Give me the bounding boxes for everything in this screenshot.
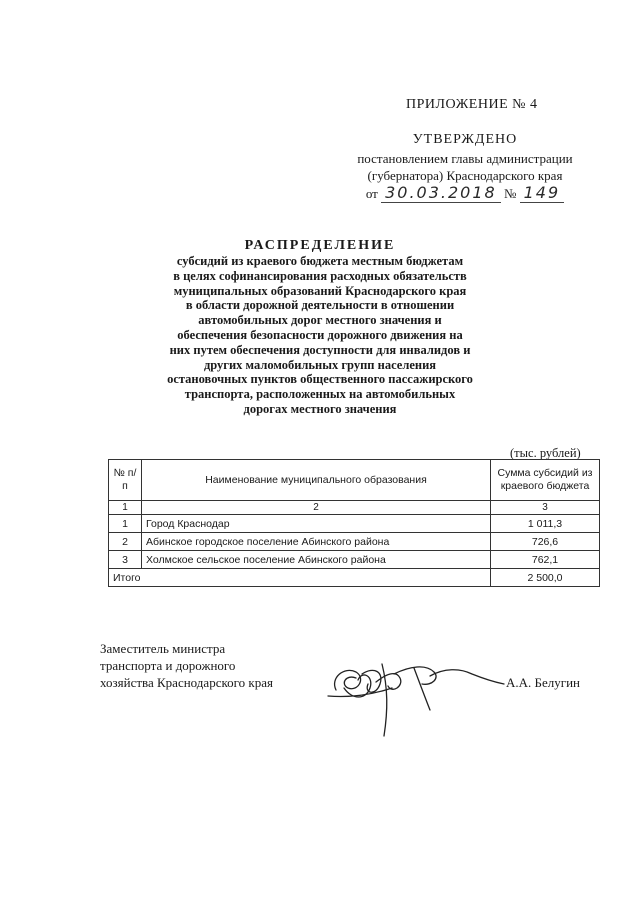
subsidy-table xyxy=(108,459,600,587)
row-name: Холмское сельское поселение Абинского района xyxy=(142,551,491,569)
date-prefix: от xyxy=(365,186,378,201)
role-line: транспорта и дорожного xyxy=(100,658,236,673)
approved-by-line1: постановлением главы администрации xyxy=(357,151,573,166)
subtitle-line: них путем обеспечения доступности для инвалидов и xyxy=(169,342,471,357)
total-value: 2 500,0 xyxy=(491,569,600,587)
row-sum: 762,1 xyxy=(491,551,600,569)
date-line xyxy=(330,184,600,202)
row-num: 1 xyxy=(109,515,142,533)
signatory-name: А.А. Белугин xyxy=(506,675,580,690)
total-label: Итого xyxy=(109,569,491,587)
header-sum: Сумма субсидий из краевого бюджета xyxy=(491,460,600,501)
subtitle-line: остановочных пунктов общественного пассажирского xyxy=(167,372,473,387)
row-sum: 1 011,3 xyxy=(491,515,600,533)
document-subtitle xyxy=(150,254,490,417)
approval-block xyxy=(330,131,600,202)
subtitle-line: дорогах местного значения xyxy=(243,401,397,416)
number-prefix: № xyxy=(503,186,517,201)
row-num: 3 xyxy=(109,551,142,569)
subtitle-line: других маломобильных групп населения xyxy=(203,357,437,372)
row-name: Город Краснодар xyxy=(142,515,491,533)
header-num: № п/п xyxy=(109,460,142,501)
subtitle-line: в целях софинансирования расходных обязательств xyxy=(173,268,467,283)
row-sum: 726,6 xyxy=(491,533,600,551)
unit-label: (тыс. рублей) xyxy=(510,446,581,460)
document-title: РАСПРЕДЕЛЕНИЕ xyxy=(244,238,396,253)
index-cell: 2 xyxy=(142,501,491,515)
table-index-row xyxy=(109,501,600,515)
subtitle-line: в области дорожной деятельности в отношении xyxy=(185,298,455,313)
signature-image xyxy=(322,648,512,743)
table-row xyxy=(109,551,600,569)
role-line: Заместитель министра xyxy=(100,641,226,656)
approved-by-line2: (губернатора) Краснодарского края xyxy=(367,168,563,183)
subtitle-line: транспорта, расположенных на автомобильных xyxy=(184,387,456,402)
subtitle-line: автомобильных дорог местного значения и xyxy=(198,313,442,328)
index-cell: 3 xyxy=(491,501,600,515)
approved-title: УТВЕРЖДЕНО xyxy=(412,132,518,147)
row-name: Абинское городское поселение Абинского района xyxy=(142,533,491,551)
index-cell: 1 xyxy=(109,501,142,515)
number-value: 149 xyxy=(520,183,565,203)
role-line: хозяйства Краснодарского края xyxy=(100,675,273,690)
table-row xyxy=(109,533,600,551)
header-name: Наименование муниципального образования xyxy=(142,460,491,501)
subtitle-line: муниципальных образований Краснодарского края xyxy=(173,283,467,298)
date-value: 30.03.2018 xyxy=(381,183,501,203)
appendix-label: ПРИЛОЖЕНИЕ № 4 xyxy=(406,97,538,112)
table-header-row xyxy=(109,460,600,501)
table-row xyxy=(109,515,600,533)
signatory-role xyxy=(100,640,273,691)
subtitle-line: обеспечения безопасности дорожного движения на xyxy=(177,327,463,342)
row-num: 2 xyxy=(109,533,142,551)
subtitle-line: субсидий из краевого бюджета местным бюджетам xyxy=(176,254,464,268)
table-total-row xyxy=(109,569,600,587)
